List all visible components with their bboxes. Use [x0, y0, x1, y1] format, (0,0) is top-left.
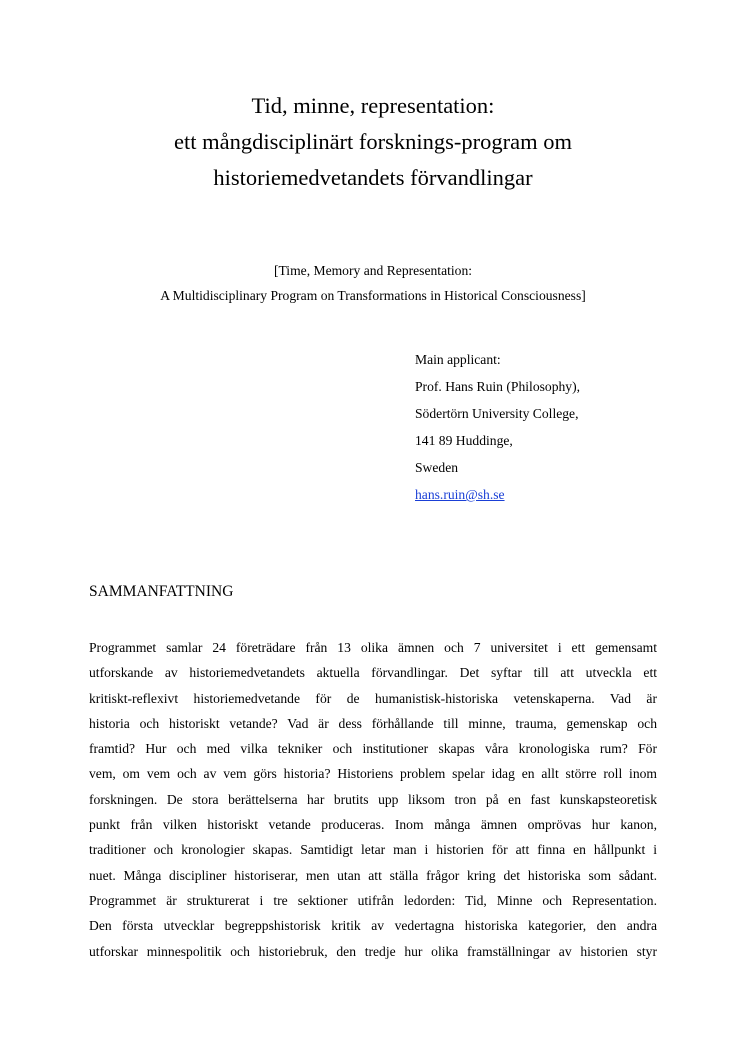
- applicant-postal: 141 89 Huddinge,: [415, 433, 513, 448]
- document-subtitle: [40, 258, 706, 308]
- paragraph-line: vem, om vem och av vem görs historia? Historiens problem spelar idag en allt större roll inom: [89, 766, 657, 782]
- paragraph-line: Den första utvecklar begreppshistorisk kritik av vedertagna historiska kategorier, den andra: [89, 918, 657, 934]
- applicant-country: Sweden: [415, 460, 459, 475]
- paragraph-line: forskningen. De stora berättelserna har brutits upp liksom tron på en fast kunskapsteoretisk: [89, 791, 657, 807]
- paragraph-line: utforskande av historiemedvetandets aktuella förvandlingar. Det syftar till att utveckla ett: [89, 665, 657, 681]
- subtitle-line: [Time, Memory and Representation:: [273, 263, 473, 278]
- paragraph-line: nuet. Många discipliner historiserar, men utan att ställa frågor kring det historiska som sådant.: [89, 867, 657, 883]
- title-line: historiemedvetandets förvandlingar: [213, 165, 533, 190]
- applicant-block: [415, 346, 580, 508]
- subtitle-line: A Multidisciplinary Program on Transformations in Historical Consciousness]: [160, 288, 586, 303]
- document-title: [40, 88, 706, 196]
- section-heading: SAMMANFATTNING: [89, 583, 234, 600]
- applicant-email-link[interactable]: hans.ruin@sh.se: [415, 487, 505, 502]
- paragraph-line: framtid? Hur och med vilka tekniker och institutioner skapas våra kronologiska rum? För: [89, 741, 657, 757]
- paragraph-line: historia och historiskt vetande? Vad är dess förhållande till minne, trauma, gemenskap och: [89, 715, 657, 731]
- paragraph-line: utforskar minnespolitik och historiebruk, den tredje hur olika framställningar av historien styr: [89, 943, 657, 959]
- paragraph-line: Programmet samlar 24 företrädare från 13 olika ämnen och 7 universitet i ett gemensamt: [89, 640, 657, 655]
- applicant-name: Prof. Hans Ruin (Philosophy),: [415, 379, 581, 394]
- title-line: ett mångdisciplinärt forsknings-program om: [173, 129, 573, 154]
- paragraph-line: punkt från vilken historiskt vetande produceras. Inom många ämnen omprövas hur kanon,: [89, 817, 657, 833]
- applicant-institution: Södertörn University College,: [415, 406, 579, 421]
- summary-paragraph: [89, 635, 657, 964]
- paragraph-line: kritiskt-reflexivt historiemedvetande för de humanistisk-historiska vetenskaperna. Vad är: [89, 690, 657, 706]
- applicant-label: Main applicant:: [415, 352, 501, 367]
- paragraph-line: Programmet är strukturerat i tre sektioner utifrån ledorden: Tid, Minne och Representation.: [89, 892, 657, 908]
- paragraph-line: traditioner och kronologier skapas. Samtidigt letar man i historien för att finna en hållpunkt i: [89, 842, 657, 858]
- title-line: Tid, minne, representation:: [251, 93, 495, 118]
